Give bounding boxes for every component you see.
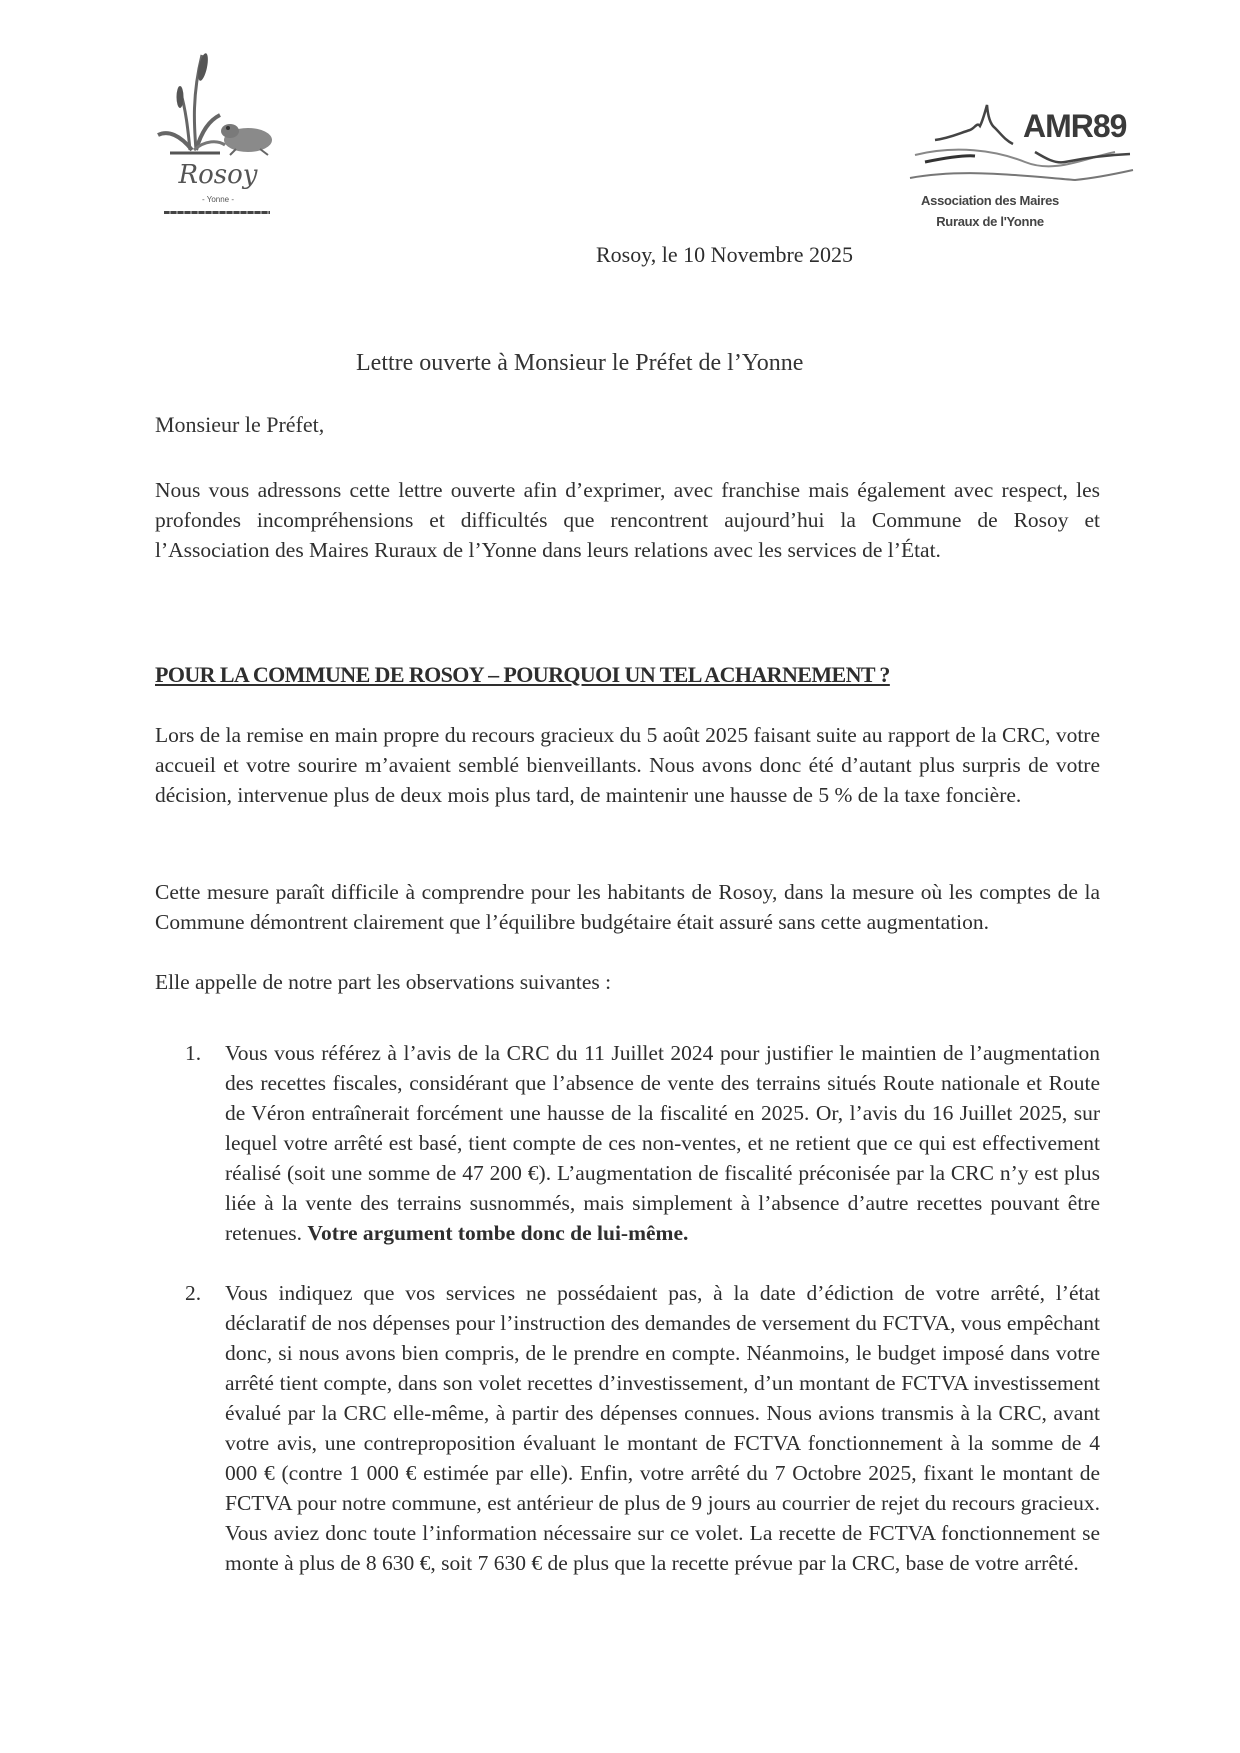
amr89-subtitle-line1: Association des Maires <box>921 193 1059 208</box>
paragraph-1: Lors de la remise en main propre du recours gracieux du 5 août 2025 faisant suite au rapport de la CRC, votre accueil et votre sourire m’avaient semblé bienveillants. Nous avons donc été d’autant plus surpris de votre décision, intervenue plus de deux mois plus tard, de maintenir une hausse de 5 % de la taxe foncière. <box>155 723 1100 807</box>
amr89-logo <box>905 100 1135 230</box>
rosoy-logo-subtitle: - Yonne - <box>201 195 235 204</box>
list-item-number: 2. <box>185 1281 202 1305</box>
list-item-text: Vous indiquez que vos services ne possédaient pas, à la date d’édiction de votre arrêté, l’état déclaratif de nos dépenses pour l’instruction des demandes de versement du FCTVA, vous empêchant donc, si nous avons bien compris, de le prendre en compte. Néanmoins, le budget imposé dans votre arrêté tient compte, dans son volet recettes d’investissement, d’un montant de FCTVA investissement évalué par la CRC elle-même, à partir des dépenses connues. Nous avions transmis à la CRC, avant votre avis, une contreproposition évaluant le montant de FCTVA fonctionnement à la somme de 4 000 € (contre 1 000 € estimée par elle). Enfin, votre arrêté du 7 Octobre 2025, fixant le montant de FCTVA pour notre commune, est antérieur de plus de 9 jours au courrier de rejet du recours gracieux. Vous aviez donc toute l’information nécessaire sur ce volet. La recette de FCTVA fonctionnement se monte à plus de 8 630 €, soit 7 630 € de plus que la recette prévue par la CRC, base de votre arrêté. <box>225 1281 1100 1575</box>
rosoy-logo <box>150 45 280 235</box>
list-item-number: 1. <box>185 1041 202 1065</box>
intro-paragraph: Nous vous adressons cette lettre ouverte afin d’exprimer, avec franchise mais également avec respect, les profondes incompréhensions et difficultés que rencontrent aujourd’hui la Commune de Rosoy et l’Association des Maires Ruraux de l’Yonne dans leurs relations avec les services de l’État. <box>155 478 1100 562</box>
list-item-bold-text: Votre argument tombe donc de lui-même. <box>307 1221 689 1245</box>
letter-date: Rosoy, le 10 Novembre 2025 <box>596 242 854 267</box>
paragraph-2: Cette mesure paraît difficile à comprendre pour les habitants de Rosoy, dans la mesure où les comptes de la Commune démontrent clairement que l’équilibre budgétaire était assuré sans cette augmentation. <box>155 880 1100 934</box>
amr89-title: AMR89 <box>1023 108 1127 144</box>
rosoy-logo-divider <box>164 211 270 214</box>
list-item-text: Vous vous référez à l’avis de la CRC du 11 Juillet 2024 pour justifier le maintien de l’augmentation des recettes fiscales, considérant que l’absence de vente des terrains situés Route nationale et Route de Véron entraînerait forcément une hausse de la fiscalité en 2025. Or, l’avis du 16 Juillet 2025, sur lequel votre arrêté est basé, tient compte de ces non-ventes, et ne retient que ce qui est effectivement réalisé (soit une somme de 47 200 €). L’augmentation de fiscalité préconisée par la CRC n’y est plus liée à la vente des terrains susnommés, mais simplement à l’absence d’autre recettes pouvant être retenues. <box>225 1041 1100 1245</box>
amr89-subtitle-line2: Ruraux de l'Yonne <box>936 214 1044 229</box>
cattail-frog-icon <box>150 45 280 165</box>
list-item <box>155 1038 1100 1248</box>
salutation: Monsieur le Préfet, <box>155 412 325 437</box>
rosoy-logo-name: Rosoy <box>178 160 258 190</box>
list-item <box>155 1278 1100 1578</box>
section-heading: POUR LA COMMUNE DE ROSOY – POURQUOI UN TEL ACHARNEMENT ? <box>155 662 890 687</box>
paragraph-3: Elle appelle de notre part les observations suivantes : <box>155 970 612 994</box>
observations-list <box>155 1038 1100 1608</box>
letter-title: Lettre ouverte à Monsieur le Préfet de l’Yonne <box>356 350 804 376</box>
